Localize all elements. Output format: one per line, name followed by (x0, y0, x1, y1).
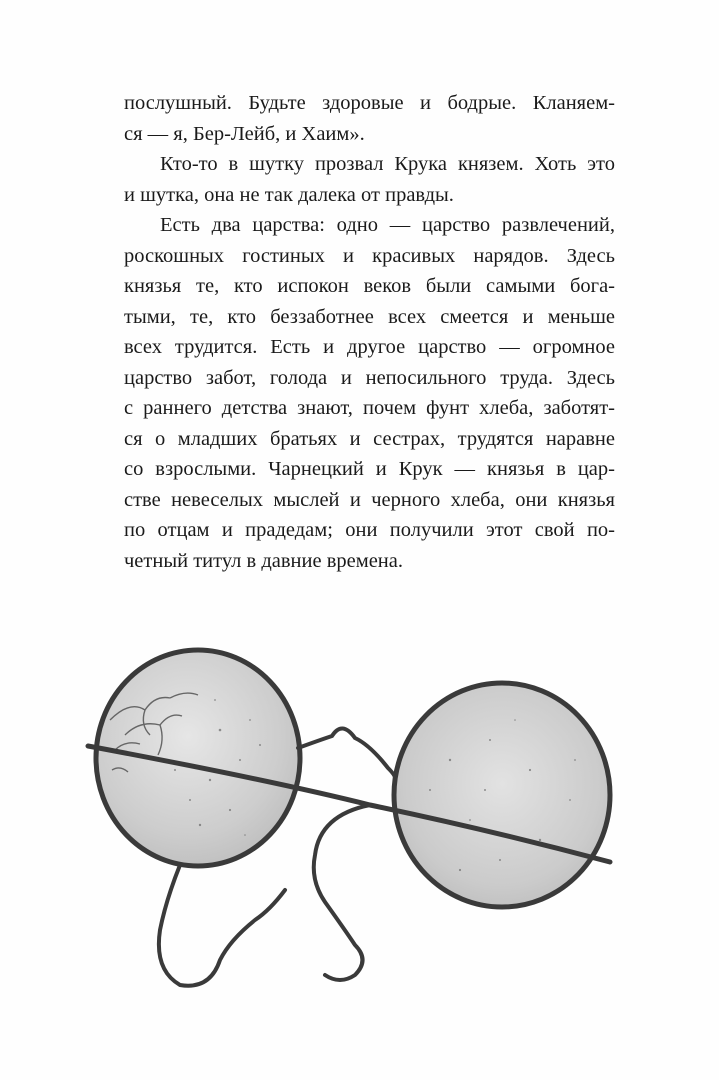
text-line: стве невеселых мыслей и черного хлеба, они князья (124, 488, 615, 511)
text-line: царство забот, голода и непосильного труда. Здесь (124, 366, 615, 389)
text-line: всех трудится. Есть и другое царство — огромное (124, 336, 615, 358)
temple-arm-right (314, 805, 370, 980)
body-text (124, 88, 615, 576)
text-line: роскошных гостиных и красивых нарядов. Здесь (124, 244, 615, 267)
text-line: князья те, кто испокон веков были самыми бога- (124, 275, 615, 297)
text-line: ся — я, Бер-Лейб, и Хаим». (124, 122, 365, 145)
bridge (298, 728, 395, 778)
text-line: ся о младших братьях и сестрах, трудятся наравне (124, 427, 615, 450)
right-lens (394, 683, 610, 907)
paragraph-3 (124, 210, 615, 576)
text-line: со взрослыми. Чарнецкий и Крук — князья в цар- (124, 458, 615, 480)
text-line: Кто-то в шутку прозвал Крука князем. Хоть это (160, 153, 615, 175)
eyeglasses-illustration (70, 640, 670, 1020)
paragraph-2 (124, 149, 615, 210)
text-line: по отцам и прадедам; они получили этот свой по- (124, 519, 615, 541)
text-line: тыми, те, кто беззаботнее всех смеется и меньше (124, 305, 615, 328)
text-line: послушный. Будьте здоровые и бодрые. Кланяем- (124, 92, 615, 114)
text-line: четный титул в давние времена. (124, 549, 404, 572)
left-lens (96, 650, 300, 866)
text-line: и шутка, она не так далека от правды. (124, 183, 454, 206)
text-line: с раннего детства знают, почем фунт хлеба, заботят- (124, 397, 615, 419)
text-line: Есть два царства: одно — царство развлечений, (160, 214, 615, 236)
paragraph-1 (124, 88, 615, 149)
temple-arm-left (159, 865, 285, 986)
